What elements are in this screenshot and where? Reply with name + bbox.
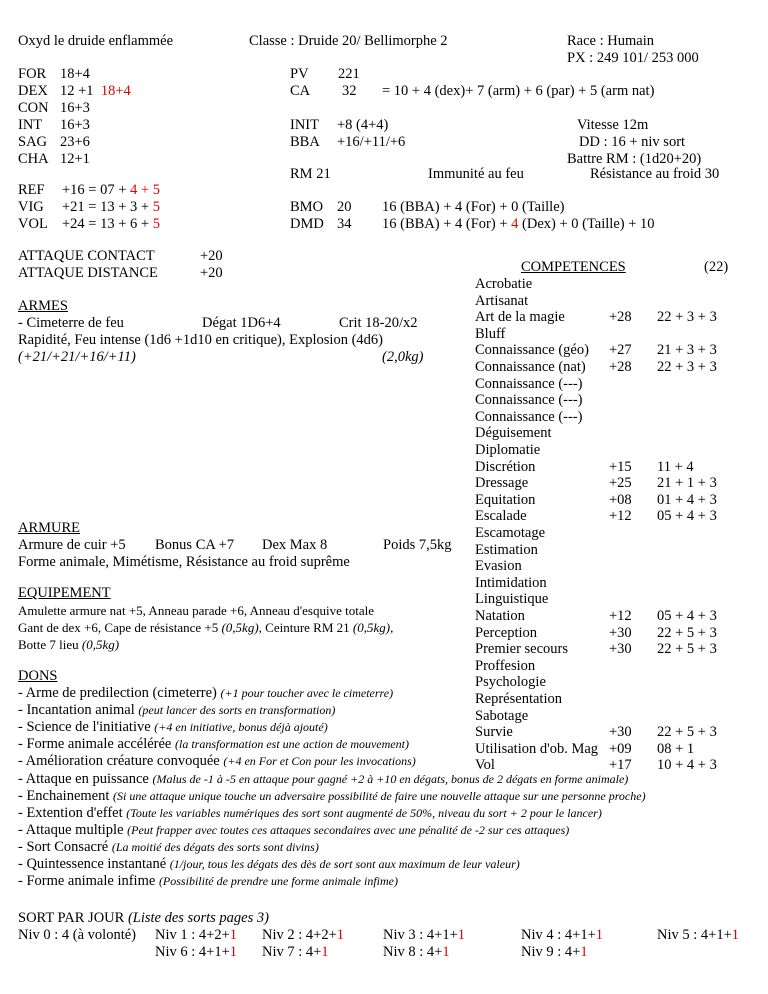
skill-name: Connaissance (nat) [475, 359, 586, 375]
cold-resistance: Résistance au froid 30 [590, 166, 720, 182]
feat-item [18, 771, 628, 788]
bba-label: BBA [290, 134, 320, 150]
feat-name: - Science de l'initiative [18, 719, 155, 735]
skill-value: +28 [609, 309, 632, 325]
skill-value: +09 [609, 741, 632, 757]
dmd-formula: 16 (BBA) + 4 (For) + 4 (Dex) + 0 (Taille) + 10 [382, 216, 655, 232]
skill-name: Premier secours [475, 641, 569, 657]
skill-value: +17 [609, 757, 632, 773]
feat-description: (Possibilité de prendre une forme animale infime) [158, 874, 398, 888]
stat-name: FOR [18, 66, 47, 82]
spell-level-6: Niv 6 : 4+1+1 [155, 944, 238, 960]
skill-name: Evasion [475, 558, 522, 574]
weapon-damage: Dégat 1D6+4 [202, 315, 281, 331]
init-label: INIT [290, 117, 319, 133]
feat-item [18, 736, 409, 753]
attack-distance-label: ATTAQUE DISTANCE [18, 265, 158, 281]
skill-name: Vol [475, 757, 495, 773]
stat-value: 16+3 [60, 117, 90, 133]
skill-formula: 22 + 5 + 3 [657, 724, 717, 740]
stat-value: 23+6 [60, 134, 90, 150]
feat-item [18, 822, 569, 839]
skill-name: Natation [475, 608, 525, 624]
section-title-equipement: EQUIPEMENT [18, 585, 111, 601]
spell-level-7: Niv 7 : 4+1 [262, 944, 329, 960]
skill-name: Psychologie [475, 674, 546, 690]
save-vol-label: VOL [18, 216, 48, 232]
stat-name: CHA [18, 151, 49, 167]
spell-level-5: Niv 5 : 4+1+1 [657, 927, 740, 943]
spell-level-9: Niv 9 : 4+1 [521, 944, 588, 960]
spell-level-4: Niv 4 : 4+1+1 [521, 927, 604, 943]
equipment-line: Botte 7 lieu (0,5kg) [18, 637, 120, 652]
bmo-value: 20 [337, 199, 352, 215]
weapon-properties: Rapidité, Feu intense (1d6 +1d10 en critique), Explosion (4d6) [18, 332, 383, 348]
attack-contact-value: +20 [200, 248, 223, 264]
skill-value: +30 [609, 641, 632, 657]
skill-formula: 22 + 3 + 3 [657, 309, 717, 325]
skill-formula: 22 + 3 + 3 [657, 359, 717, 375]
skill-value: +27 [609, 342, 632, 358]
dmd-value: 34 [337, 216, 352, 232]
feat-name: - Forme animale accélérée [18, 736, 175, 752]
skill-name: Sabotage [475, 708, 529, 724]
feat-name: - Quintessence instantané [18, 856, 170, 872]
stat-value: 12 +1 18+4 [60, 83, 131, 99]
feat-name: - Sort Consacré [18, 839, 112, 855]
class-info: Classe : Druide 20/ Bellimorphe 2 [249, 33, 448, 49]
feat-item [18, 839, 319, 856]
bba-value: +16/+11/+6 [337, 134, 406, 150]
skill-value: +25 [609, 475, 632, 491]
init-value: +8 (4+4) [337, 117, 389, 133]
pv-value: 221 [338, 66, 360, 82]
weapon-weight: (2,0kg) [382, 349, 424, 365]
armor-bonus: Bonus CA +7 [155, 537, 235, 553]
skill-name: Connaissance (---) [475, 376, 583, 392]
feat-description: (peut lancer des sorts en transformation) [138, 703, 336, 717]
section-title-dons: DONS [18, 668, 58, 684]
skill-value: +12 [609, 608, 632, 624]
skill-points: (22) [704, 259, 729, 275]
spell-resistance: RM 21 [290, 166, 331, 182]
armor-weight: Poids 7,5kg [383, 537, 452, 553]
dmd-label: DMD [290, 216, 324, 232]
skill-value: +08 [609, 492, 632, 508]
skill-name: Connaissance (---) [475, 392, 583, 408]
feat-item [18, 856, 520, 873]
skill-name: Acrobatie [475, 276, 533, 292]
vitesse: Vitesse 12m [577, 117, 649, 133]
feat-name: - Attaque multiple [18, 822, 128, 838]
skill-name: Connaissance (---) [475, 409, 583, 425]
skill-name: Déguisement [475, 425, 552, 441]
section-title-competences: COMPETENCES [521, 259, 626, 275]
skill-name: Escamotage [475, 525, 546, 541]
skill-name: Connaissance (géo) [475, 342, 589, 358]
feat-description: (+1 pour toucher avec le cimeterre) [220, 686, 394, 700]
skill-value: +30 [609, 625, 632, 641]
skill-formula: 08 + 1 [657, 741, 695, 757]
skill-name: Bluff [475, 326, 506, 342]
stat-value: 18+4 [60, 66, 90, 82]
feat-description: (+4 en For et Con pour les invocations) [223, 754, 416, 768]
attack-distance-value: +20 [200, 265, 223, 281]
spell-level-1: Niv 1 : 4+2+1 [155, 927, 238, 943]
skill-formula: 21 + 3 + 3 [657, 342, 717, 358]
armor-properties: Forme animale, Mimétisme, Résistance au froid suprême [18, 554, 350, 570]
stat-name: INT [18, 117, 43, 133]
feat-description: (Malus de -1 à -5 en attaque pour gagné +2 à +10 en dégats, bonus de 2 dégats en forme animale) [152, 772, 629, 786]
skill-value: +15 [609, 459, 632, 475]
feat-name: - Arme de predilection (cimeterre) [18, 685, 221, 701]
skill-formula: 01 + 4 + 3 [657, 492, 717, 508]
feat-item [18, 788, 646, 805]
feat-name: - Amélioration créature convoquée [18, 753, 224, 769]
skill-formula: 21 + 1 + 3 [657, 475, 717, 491]
weapon-crit: Crit 18-20/x2 [339, 315, 418, 331]
section-title-armure: ARMURE [18, 520, 81, 536]
race-info: Race : Humain [567, 33, 654, 49]
bmo-label: BMO [290, 199, 324, 215]
skill-formula: 05 + 4 + 3 [657, 508, 717, 524]
fire-immunity: Immunité au feu [428, 166, 524, 182]
skill-name: Dressage [475, 475, 529, 491]
feat-description: (Peut frapper avec toutes ces attaques secondaires avec une pénalité de -2 sur ces attaques) [127, 823, 570, 837]
skill-value: +12 [609, 508, 632, 524]
ca-formula: = 10 + 4 (dex)+ 7 (arm) + 6 (par) + 5 (arm nat) [382, 83, 655, 99]
skill-name: Estimation [475, 542, 538, 558]
ca-label: CA [290, 83, 311, 99]
feat-description: (1/jour, tous les dégats des dès de sort sont aux maximum de leur valeur) [169, 857, 520, 871]
feat-description: (La moitié des dégats des sorts sont divins) [111, 840, 319, 854]
save-vig-value: +21 = 13 + 3 + 5 [62, 199, 160, 215]
section-title-armes: ARMES [18, 298, 68, 314]
spell-level-2: Niv 2 : 4+2+1 [262, 927, 345, 943]
skill-name: Proffesion [475, 658, 536, 674]
stat-name: CON [18, 100, 49, 116]
experience-points: PX : 249 101/ 253 000 [567, 50, 699, 66]
feat-description: (Toute les variables numériques des sort sont augmenté de 50%, niveau du sort + 2 pour le lancer) [126, 806, 602, 820]
skill-name: Linguistique [475, 591, 549, 607]
skill-name: Escalade [475, 508, 527, 524]
stat-value: 16+3 [60, 100, 90, 116]
save-ref-value: +16 = 07 + 4 + 5 [62, 182, 160, 198]
skill-formula: 22 + 5 + 3 [657, 625, 717, 641]
battre-rm: Battre RM : (1d20+20) [567, 151, 702, 167]
feat-name: - Forme animale infime [18, 873, 159, 889]
feat-description: (Si une attaque unique touche un adversaire possibilité de faire une nouvelle attaque sur une personne proche) [113, 789, 646, 803]
feat-name: - Incantation animal [18, 702, 139, 718]
weapon-name: - Cimeterre de feu [18, 315, 124, 331]
feat-item [18, 685, 393, 702]
feat-description: (+4 en initiative, bonus déjà ajouté) [154, 720, 328, 734]
feat-description: (la transformation est une action de mouvement) [175, 737, 409, 751]
feat-item [18, 805, 602, 822]
ca-value: 32 [342, 83, 357, 99]
feat-item [18, 873, 398, 890]
skill-formula: 22 + 5 + 3 [657, 641, 717, 657]
skill-formula: 10 + 4 + 3 [657, 757, 717, 773]
skill-name: Intimidation [475, 575, 547, 591]
spell-dc: DD : 16 + niv sort [579, 134, 686, 150]
feat-name: - Attaque en puissance [18, 771, 153, 787]
bmo-formula: 16 (BBA) + 4 (For) + 0 (Taille) [382, 199, 565, 215]
save-vol-value: +24 = 13 + 6 + 5 [62, 216, 160, 232]
save-ref-label: REF [18, 182, 45, 198]
equipment-line: Gant de dex +6, Cape de résistance +5 (0,5kg), Ceinture RM 21 (0,5kg), [18, 620, 394, 635]
skill-name: Survie [475, 724, 513, 740]
skill-value: +30 [609, 724, 632, 740]
skill-name: Représentation [475, 691, 562, 707]
armor-dex-max: Dex Max 8 [262, 537, 328, 553]
skill-name: Utilisation d'ob. Mag [475, 741, 599, 757]
stat-extra: 18+4 [100, 83, 131, 99]
attack-contact-label: ATTAQUE CONTACT [18, 248, 155, 264]
skill-value: +28 [609, 359, 632, 375]
weapon-attacks: (+21/+21/+16/+11) [18, 349, 136, 365]
pv-label: PV [290, 66, 309, 82]
skill-name: Equitation [475, 492, 536, 508]
character-name: Oxyd le druide enflammée [18, 33, 174, 49]
skill-name: Art de la magie [475, 309, 565, 325]
stat-name: SAG [18, 134, 48, 150]
spell-level-3: Niv 3 : 4+1+1 [383, 927, 466, 943]
armor-name: Armure de cuir +5 [18, 537, 126, 553]
feat-item [18, 702, 335, 719]
feat-name: - Extention d'effet [18, 805, 127, 821]
spells-title: SORT PAR JOUR (Liste des sorts pages 3) [18, 910, 269, 926]
stat-name: DEX [18, 83, 48, 99]
feat-item [18, 719, 328, 736]
feat-item [18, 753, 416, 770]
spell-level-8: Niv 8 : 4+1 [383, 944, 450, 960]
spell-level-0: Niv 0 : 4 (à volonté) [18, 927, 136, 943]
skill-formula: 11 + 4 [657, 459, 694, 475]
skill-name: Artisanat [475, 293, 529, 309]
stat-value: 12+1 [60, 151, 90, 167]
skill-name: Diplomatie [475, 442, 541, 458]
save-vig-label: VIG [18, 199, 44, 215]
skill-name: Discrétion [475, 459, 536, 475]
skill-formula: 05 + 4 + 3 [657, 608, 717, 624]
skill-name: Perception [475, 625, 538, 641]
feat-name: - Enchainement [18, 788, 114, 804]
equipment-line: Amulette armure nat +5, Anneau parade +6, Anneau d'esquive totale [18, 603, 374, 618]
